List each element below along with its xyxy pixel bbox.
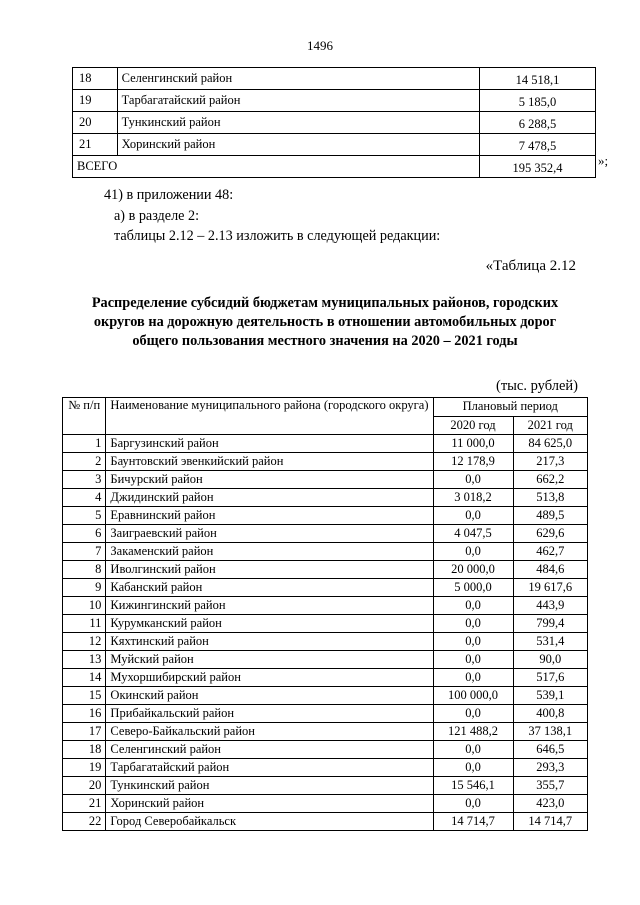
row-name: Бичурский район — [106, 471, 433, 489]
row-value-2020: 0,0 — [433, 651, 513, 669]
header-name: Наименование муниципального района (городского округа) — [106, 398, 433, 435]
row-value-2020: 12 178,9 — [433, 453, 513, 471]
table-row — [63, 597, 588, 615]
row-value-2021: 84 625,0 — [513, 435, 587, 453]
row-number: 15 — [63, 687, 106, 705]
closing-quote-mark: »; — [598, 153, 609, 168]
previous-table — [72, 67, 596, 178]
row-value-2021: 443,9 — [513, 597, 587, 615]
row-value-2020: 0,0 — [433, 543, 513, 561]
tables-line-text: таблицы 2.12 – 2.13 изложить в следующей редакции: — [114, 228, 441, 244]
table-row — [63, 615, 588, 633]
row-number: 1 — [63, 435, 106, 453]
row-number: 2 — [63, 453, 106, 471]
row-number: 12 — [63, 633, 106, 651]
row-value-2020: 100 000,0 — [433, 687, 513, 705]
row-value: 14 518,1 — [480, 68, 596, 90]
row-name: Иволгинский район — [106, 561, 433, 579]
table-row — [73, 112, 596, 134]
row-value-2020: 0,0 — [433, 759, 513, 777]
row-value-2021: 423,0 — [513, 795, 587, 813]
row-name: Тункинский район — [106, 777, 433, 795]
row-number: 9 — [63, 579, 106, 597]
row-number: 7 — [63, 543, 106, 561]
page-number: 1496 — [307, 38, 333, 53]
row-value-2020: 0,0 — [433, 669, 513, 687]
row-number: 13 — [63, 651, 106, 669]
row-value-2020: 0,0 — [433, 615, 513, 633]
row-value-2020: 0,0 — [433, 795, 513, 813]
row-value-2021: 484,6 — [513, 561, 587, 579]
row-value-2020: 121 488,2 — [433, 723, 513, 741]
row-name: Закаменский район — [106, 543, 433, 561]
row-number: 8 — [63, 561, 106, 579]
header-plan-period: Плановый период — [433, 398, 587, 417]
row-value-2021: 90,0 — [513, 651, 587, 669]
table-row — [63, 795, 588, 813]
unit-label: (тыс. рублей) — [496, 378, 578, 394]
row-number: 19 — [73, 90, 118, 112]
row-name: Кабанский район — [106, 579, 433, 597]
row-name: Курумканский район — [106, 615, 433, 633]
row-value-2021: 646,5 — [513, 741, 587, 759]
row-number: 21 — [73, 134, 118, 156]
table-row — [63, 705, 588, 723]
row-value-2021: 517,6 — [513, 669, 587, 687]
row-value-2021: 662,2 — [513, 471, 587, 489]
row-value-2021: 489,5 — [513, 507, 587, 525]
table-row — [63, 543, 588, 561]
row-name: Селенгинский район — [106, 741, 433, 759]
row-value-2020: 15 546,1 — [433, 777, 513, 795]
row-number: 14 — [63, 669, 106, 687]
row-number: 18 — [63, 741, 106, 759]
row-name: Баргузинский район — [106, 435, 433, 453]
table-row — [63, 651, 588, 669]
row-value-2021: 531,4 — [513, 633, 587, 651]
row-name: Мухоршибирский район — [106, 669, 433, 687]
row-number: 21 — [63, 795, 106, 813]
table-row — [63, 435, 588, 453]
row-value-2021: 355,7 — [513, 777, 587, 795]
item-41-text: 41) в приложении 48: — [104, 187, 234, 203]
row-name: Тункинский район — [117, 112, 479, 134]
table-row — [73, 68, 596, 90]
row-value-2020: 0,0 — [433, 633, 513, 651]
row-value-2021: 799,4 — [513, 615, 587, 633]
row-value-2020: 0,0 — [433, 741, 513, 759]
row-name: Баунтовский эвенкийский район — [106, 453, 433, 471]
row-number: 22 — [63, 813, 106, 831]
table-reference: «Таблица 2.12 — [485, 258, 576, 274]
row-value-2021: 462,7 — [513, 543, 587, 561]
row-number: 5 — [63, 507, 106, 525]
row-name: Хоринский район — [117, 134, 479, 156]
table-row — [63, 723, 588, 741]
row-value-2021: 19 617,6 — [513, 579, 587, 597]
row-value-2020: 11 000,0 — [433, 435, 513, 453]
row-value-2020: 20 000,0 — [433, 561, 513, 579]
table-row — [63, 777, 588, 795]
row-value-2021: 293,3 — [513, 759, 587, 777]
row-name: Тарбагатайский район — [106, 759, 433, 777]
row-value: 7 478,5 — [480, 134, 596, 156]
table-row — [63, 633, 588, 651]
total-row — [73, 156, 596, 178]
table-row — [63, 471, 588, 489]
row-number: 16 — [63, 705, 106, 723]
row-number: 6 — [63, 525, 106, 543]
sub-a-text: а) в разделе 2: — [114, 208, 200, 224]
row-name: Джидинский район — [106, 489, 433, 507]
table-row — [63, 489, 588, 507]
row-value-2021: 629,6 — [513, 525, 587, 543]
table-row — [63, 687, 588, 705]
table-row — [63, 525, 588, 543]
row-value-2021: 513,8 — [513, 489, 587, 507]
table-row — [63, 759, 588, 777]
row-number: 19 — [63, 759, 106, 777]
total-label: ВСЕГО — [73, 156, 480, 178]
row-value-2020: 0,0 — [433, 471, 513, 489]
table-title: Распределение субсидий бюджетам муниципальных районов, городских округов на дорожную деятельность в отношении автомобильных дорог общего пользования местного значения на 2020 – 2021 годы — [91, 295, 559, 349]
row-value-2020: 14 714,7 — [433, 813, 513, 831]
row-value-2021: 37 138,1 — [513, 723, 587, 741]
table-row — [63, 453, 588, 471]
row-name: Окинский район — [106, 687, 433, 705]
row-name: Северо-Байкальский район — [106, 723, 433, 741]
table-row — [73, 90, 596, 112]
row-name: Еравнинский район — [106, 507, 433, 525]
table-row — [63, 507, 588, 525]
row-number: 18 — [73, 68, 118, 90]
row-number: 11 — [63, 615, 106, 633]
table-row — [63, 561, 588, 579]
row-number: 4 — [63, 489, 106, 507]
row-name: Кижингинский район — [106, 597, 433, 615]
row-value-2021: 539,1 — [513, 687, 587, 705]
row-number: 17 — [63, 723, 106, 741]
row-value-2020: 4 047,5 — [433, 525, 513, 543]
row-value-2020: 0,0 — [433, 597, 513, 615]
table-row — [63, 669, 588, 687]
row-name: Заиграевский район — [106, 525, 433, 543]
row-value-2020: 0,0 — [433, 507, 513, 525]
row-name: Тарбагатайский район — [117, 90, 479, 112]
table-header-row — [63, 398, 588, 417]
row-value-2021: 400,8 — [513, 705, 587, 723]
row-value-2021: 217,3 — [513, 453, 587, 471]
row-name: Город Северобайкальск — [106, 813, 433, 831]
header-number: № п/п — [63, 398, 106, 435]
row-name: Хоринский район — [106, 795, 433, 813]
table-row — [63, 741, 588, 759]
row-value-2020: 0,0 — [433, 705, 513, 723]
header-year-2020: 2020 год — [433, 417, 513, 435]
row-value-2021: 14 714,7 — [513, 813, 587, 831]
row-value-2020: 3 018,2 — [433, 489, 513, 507]
row-value-2020: 5 000,0 — [433, 579, 513, 597]
row-value: 5 185,0 — [480, 90, 596, 112]
row-number: 10 — [63, 597, 106, 615]
row-name: Муйский район — [106, 651, 433, 669]
table-row — [63, 813, 588, 831]
row-number: 20 — [63, 777, 106, 795]
subsidy-table — [62, 397, 588, 831]
row-value: 6 288,5 — [480, 112, 596, 134]
row-name: Селенгинский район — [117, 68, 479, 90]
row-number: 20 — [73, 112, 118, 134]
row-name: Прибайкальский район — [106, 705, 433, 723]
total-value: 195 352,4 — [480, 156, 596, 178]
row-number: 3 — [63, 471, 106, 489]
table-row — [73, 134, 596, 156]
row-name: Кяхтинский район — [106, 633, 433, 651]
table-row — [63, 579, 588, 597]
header-year-2021: 2021 год — [513, 417, 587, 435]
